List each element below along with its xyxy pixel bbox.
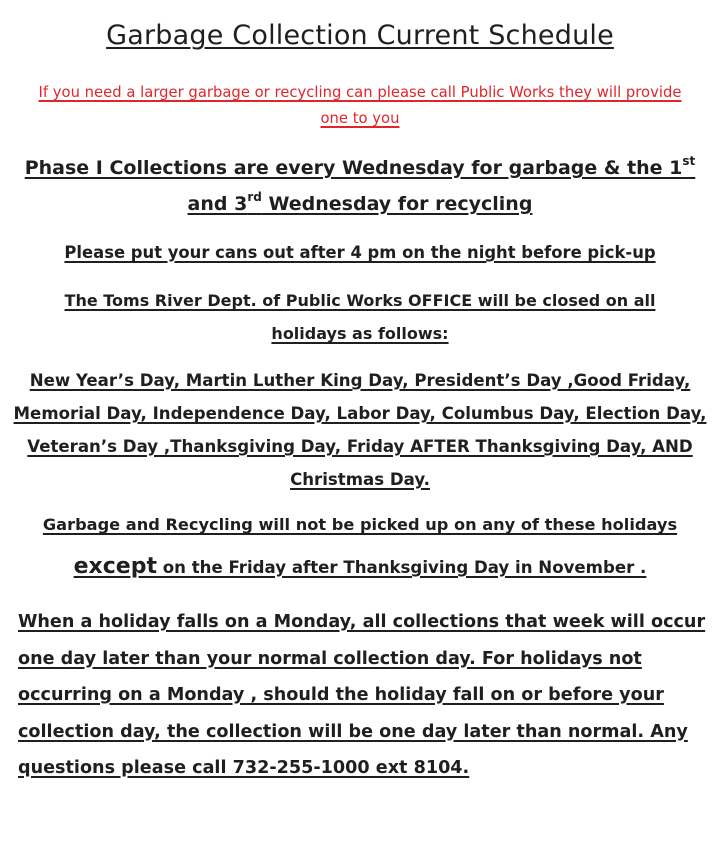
phase-text-b: and 3: [187, 193, 248, 215]
office-closed-notice: The Toms River Dept. of Public Works OFFICE will be closed on all holidays as follows:: [64, 291, 656, 343]
no-pickup-notice: Garbage and Recycling will not be picked up on any of these holidays: [42, 515, 678, 534]
larger-can-notice: If you need a larger garbage or recycling can please call Public Works they will provide one to you: [38, 84, 682, 127]
put-out-instructions: Please put your cans out after 4 pm on the night before pick-up: [64, 243, 656, 262]
except-notice: [0, 550, 720, 585]
holiday-rule-paragraph: When a holiday falls on a Monday, all collections that week will occur one day later than your normal collection day. For holidays not occurring on a Monday , should the holiday fall on or before your collection day, the collection will be one day later than normal. Any questions please call 732-255-1000 ext 8104.: [18, 612, 706, 778]
except-rest: on the Friday after Thanksgiving Day in November .: [156, 558, 647, 577]
phase-sup-st: st: [682, 153, 696, 168]
phase-collection-schedule: [10, 150, 710, 222]
phase-text-c: Wednesday for recycling: [261, 193, 533, 215]
phase-text-a: Phase I Collections are every Wednesday for garbage & the 1: [24, 157, 683, 179]
except-word: except: [73, 554, 157, 579]
phase-sup-rd: rd: [247, 189, 262, 204]
page-title: Garbage Collection Current Schedule: [106, 20, 614, 51]
holiday-list: New Year’s Day, Martin Luther King Day, President’s Day ,Good Friday, Memorial Day, Independence Day, Labor Day, Columbus Day, Election Day, Veteran’s Day ,Thanksgiving Day, Friday AFTER Thanksgiving Day, AND Christmas Day.: [13, 371, 707, 489]
